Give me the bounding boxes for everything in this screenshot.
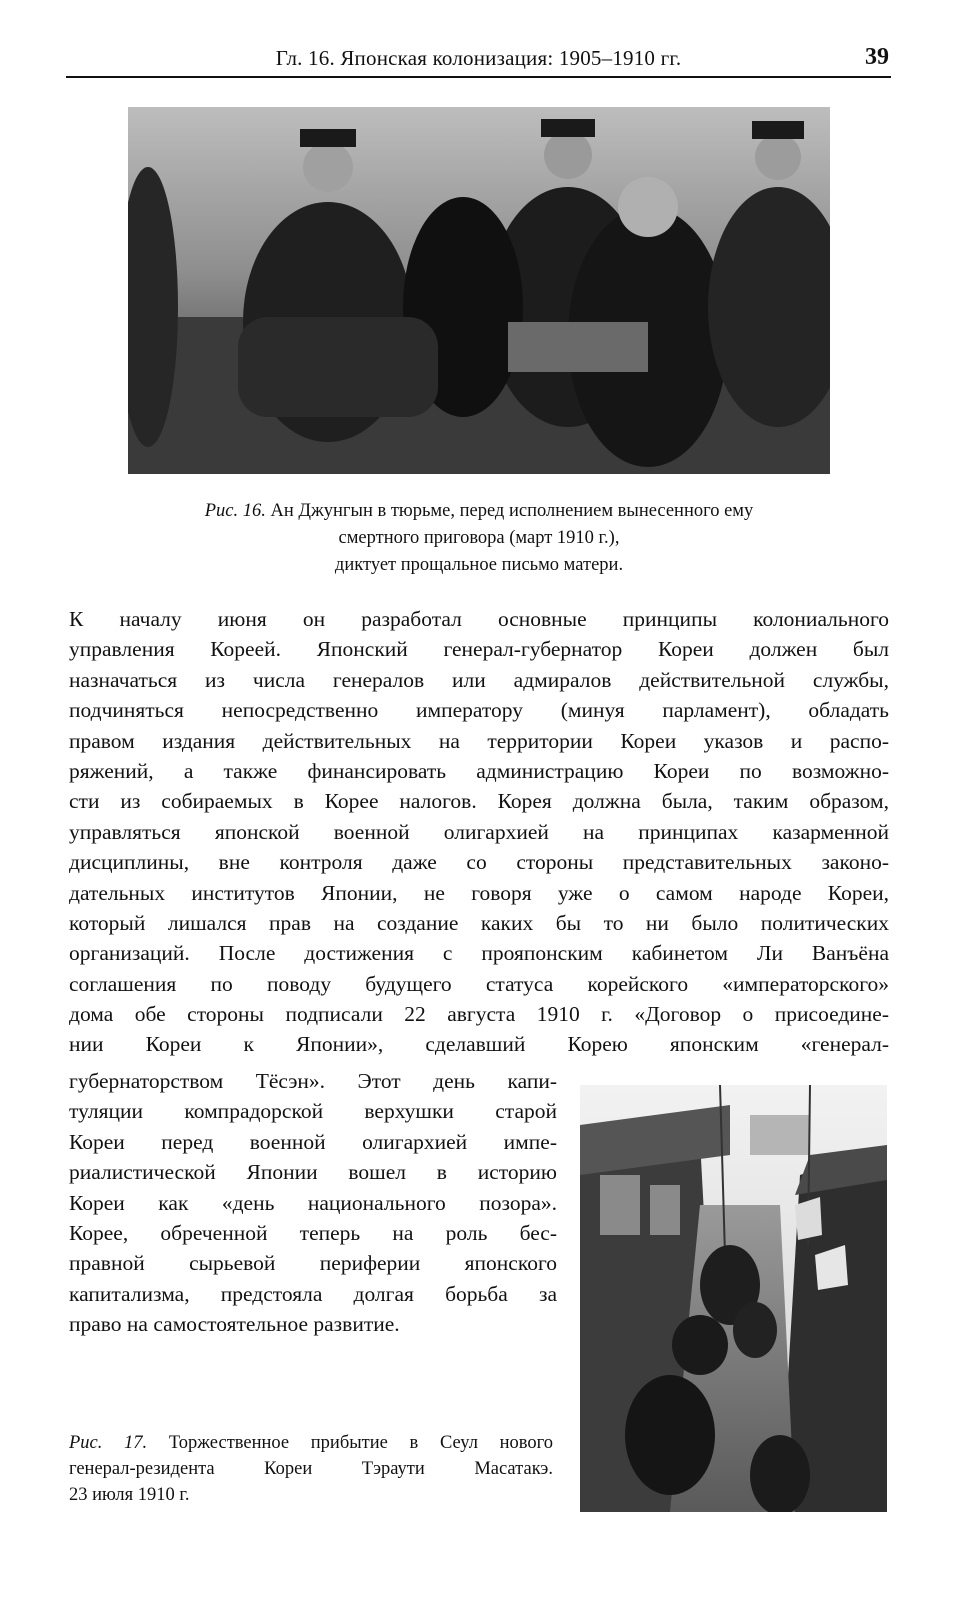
body-paragraph <box>69 604 889 1060</box>
text-line: Кореи перед военной олигархией импе- <box>69 1129 557 1154</box>
figure-17-caption <box>69 1430 553 1508</box>
page-number: 39 <box>865 44 889 70</box>
caption-line <box>69 1430 553 1456</box>
text-line: правной сырьевой периферии японского <box>69 1251 557 1276</box>
text-line: управляться японской военной олигархией на принципах казарменной <box>69 819 889 844</box>
caption-line: генерал-резидента Кореи Тэраути Масатакэ. <box>69 1459 553 1479</box>
text-line: туляции компрадорской верхушки старой <box>69 1099 557 1124</box>
caption-text: Торжественное прибытие в Сеул нового <box>147 1433 553 1453</box>
text-line: риалистической Японии вошел в историю <box>69 1160 557 1185</box>
text-line: дисциплины, вне контроля даже со стороны представительных законо- <box>69 850 889 875</box>
text-line: право на самостоятельное развитие. <box>69 1312 400 1337</box>
text-line: ряжений, а также финансировать администрацию Кореи по возможно- <box>69 758 889 783</box>
caption-line <box>128 498 830 525</box>
figure-16-caption <box>128 498 830 579</box>
text-line: нии Кореи к Японии», сделавший Корею японским «генерал- <box>69 1032 889 1057</box>
caption-text: Ан Джунгын в тюрьме, перед исполнением вынесенного ему <box>265 501 754 521</box>
text-line: назначаться из числа генералов или адмиралов действительной службы, <box>69 667 889 692</box>
caption-line: 23 июля 1910 г. <box>69 1485 190 1505</box>
caption-line: диктует прощальное письмо матери. <box>334 555 624 575</box>
text-line: дательных институтов Японии, не говоря уже о самом народе Кореи, <box>69 880 889 905</box>
text-line: Корее, обреченной теперь на роль бес- <box>69 1220 557 1245</box>
text-line: правом издания действительных на территории Кореи указов и распо- <box>69 728 889 753</box>
text-line: Кореи как «день национального позора». <box>69 1190 557 1215</box>
photo-seoul-arrival-procession <box>580 1085 887 1512</box>
text-line: губернаторством Тёсэн». Этот день капи- <box>69 1069 557 1093</box>
body-paragraph-continued <box>69 1066 557 1340</box>
running-header <box>66 44 891 78</box>
text-line: организаций. После достижения с прояпонским кабинетом Ли Ванъёна <box>69 941 889 966</box>
text-line: управления Кореей. Японский генерал-губернатор Кореи должен был <box>69 637 889 662</box>
text-line: соглашения по поводу будущего статуса корейского «императорского» <box>69 971 889 996</box>
text-line: который лишался прав на создание каких бы то ни было политических <box>69 910 889 935</box>
text-line: подчиняться непосредственно императору (минуя парламент), обладать <box>69 698 889 723</box>
photo-an-junggeun-prison <box>128 107 830 474</box>
caption-line: смертного приговора (март 1910 г.), <box>338 528 620 548</box>
text-line: дома обе стороны подписали 22 августа 1910 г. «Договор о присоедине- <box>69 1002 889 1027</box>
text-line: сти из собираемых в Корее налогов. Корея должна была, таким образом, <box>69 789 889 814</box>
figure-17-label: Рис. 17. <box>69 1433 148 1453</box>
figure-16-label: Рис. 16. <box>204 501 266 521</box>
text-line: К началу июня он разработал основные принципы колониального <box>69 607 889 631</box>
text-line: капитализма, предстояла долгая борьба за <box>69 1281 557 1306</box>
chapter-title: Гл. 16. Японская колонизация: 1905–1910 гг. <box>275 46 682 70</box>
